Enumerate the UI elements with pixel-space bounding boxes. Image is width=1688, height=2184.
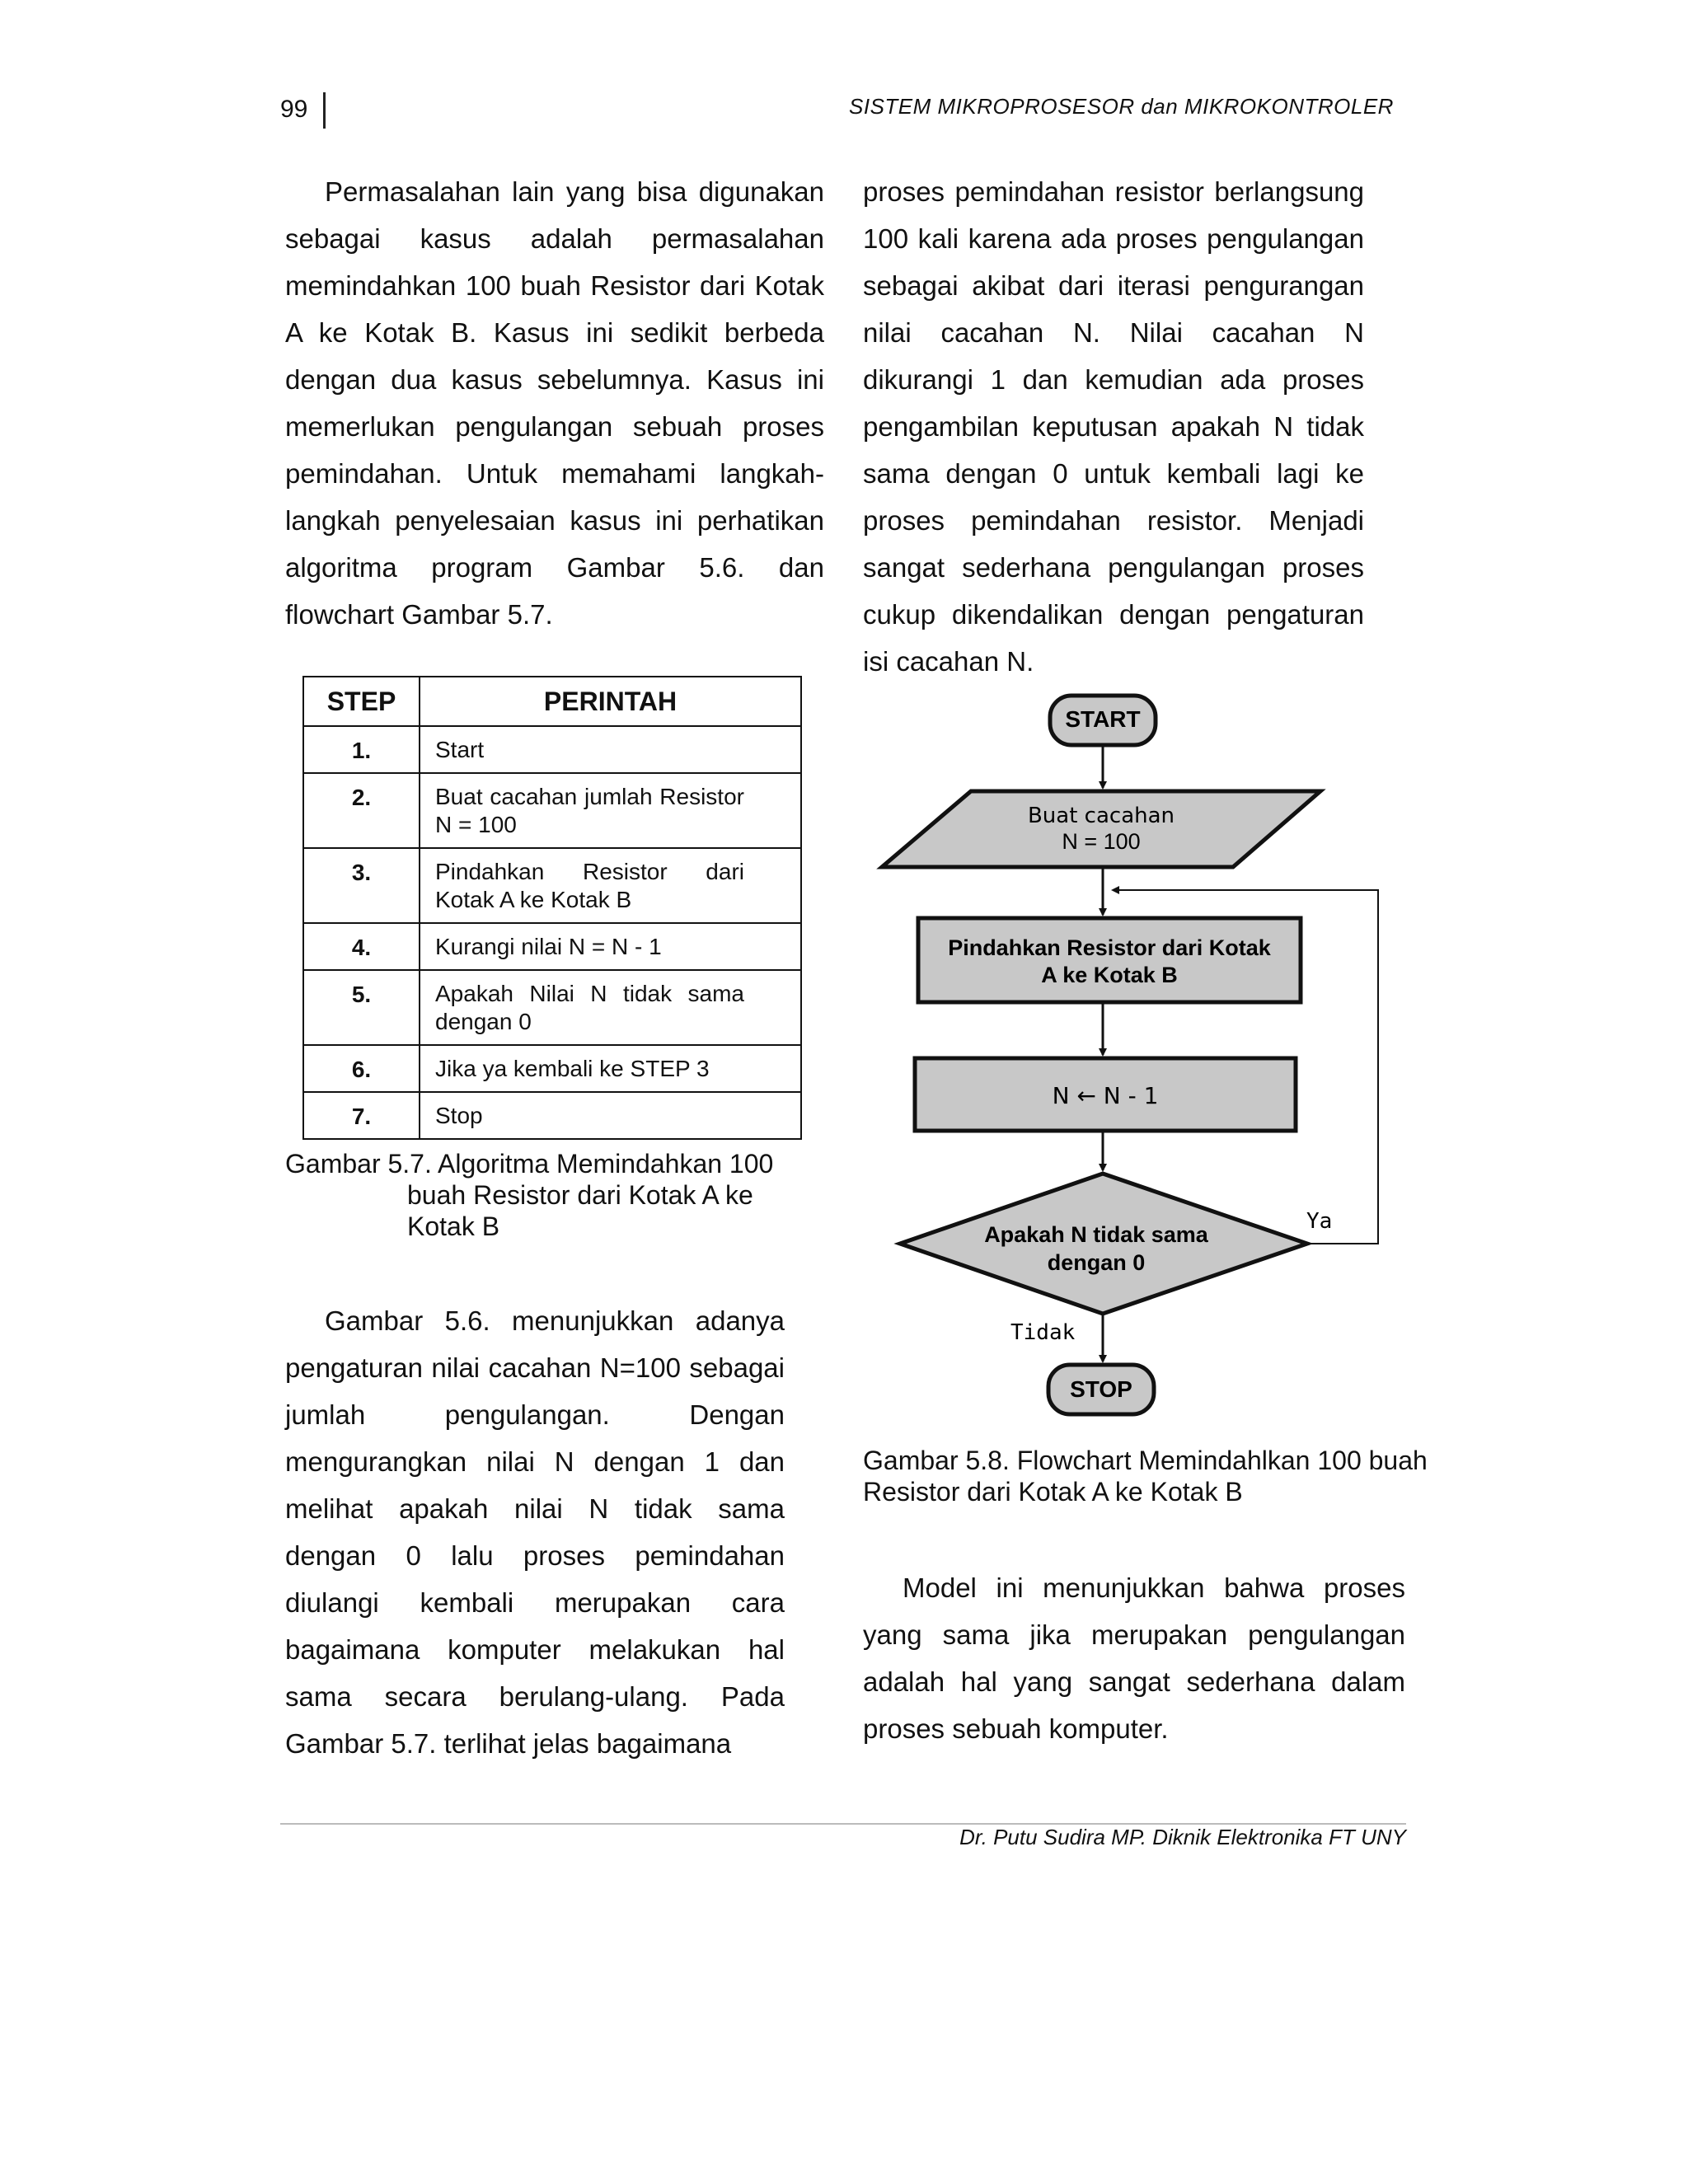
table-header-step: STEP	[303, 677, 420, 726]
figure-5-7-caption	[285, 1148, 813, 1242]
table-cell-step: 4.	[303, 923, 420, 970]
table-row	[303, 773, 801, 848]
process-label-line2: A ke Kotak B	[1041, 963, 1178, 987]
table-cell-command: Kurangi nilai N = N - 1	[420, 923, 801, 970]
table-cell-command: Start	[420, 726, 801, 773]
footer-author: Dr. Putu Sudira MP. Diknik Elektronika FT UNY	[959, 1825, 1406, 1849]
table-row	[303, 1092, 801, 1139]
decision-label-line1: Apakah N tidak sama	[984, 1222, 1208, 1247]
table-header-row	[303, 677, 801, 726]
start-label: START	[1065, 706, 1141, 732]
flowchart-decrement	[915, 1058, 1296, 1131]
table-row	[303, 1045, 801, 1092]
no-label: Tidak	[1010, 1320, 1076, 1345]
flowchart-init	[882, 791, 1320, 867]
figure-5-7-caption-rest: buah Resistor dari Kotak A ke Kotak B	[407, 1180, 753, 1241]
algorithm-table	[302, 676, 802, 1140]
flowchart-stop	[1048, 1365, 1154, 1414]
left-paragraph-2: Gambar 5.6. menunjukkan adanya pengaturan nilai cacahan N=100 sebagai jumlah pengulangan. Dengan mengurangkan nilai N dengan 1 dan melihat apakah nilai N tidak sama dengan 0 lalu proses pemindahan diulangi kembali merupakan cara bagaimana komputer melakukan hal sama secara berulang-ulang. Pada Gambar 5.7. terlihat jelas bagaimana	[285, 1305, 785, 1759]
stop-label: STOP	[1070, 1376, 1132, 1402]
process-box-shape	[918, 918, 1301, 1002]
init-label-line2: N = 100	[1062, 829, 1141, 854]
flowchart-process	[918, 918, 1301, 1002]
table-cell-command: Apakah Nilai N tidak sama dengan 0	[420, 970, 801, 1045]
decrement-label: N ← N - 1	[1052, 1082, 1159, 1109]
table-cell-step: 6.	[303, 1045, 420, 1092]
decision-label-line2: dengan 0	[1047, 1250, 1146, 1275]
table-row	[303, 970, 801, 1045]
left-paragraph-1: Permasalahan lain yang bisa digunakan sebagai kasus adalah permasalahan memindahkan 100 buah Resistor dari Kotak A ke Kotak B. Kasus ini sedikit berbeda dengan dua kasus sebelumnya. Kasus ini memerlukan pengulangan sebuah proses pemindahan. Untuk memahami langkah-langkah penyelesaian kasus ini perhatikan algoritma program Gambar 5.6. dan flowchart Gambar 5.7.	[285, 176, 824, 630]
table-cell-step: 2.	[303, 773, 420, 848]
table-row	[303, 923, 801, 970]
table-cell-command: Jika ya kembali ke STEP 3	[420, 1045, 801, 1092]
table-header-command: PERINTAH	[420, 677, 801, 726]
table-row	[303, 726, 801, 773]
table-row	[303, 848, 801, 923]
page-number: 99	[280, 96, 308, 123]
init-label-line1: Buat cacahan	[1027, 804, 1175, 828]
table-cell-command: Pindahkan Resistor dari Kotak A ke Kotak B	[420, 848, 801, 923]
table-cell-step: 1.	[303, 726, 420, 773]
table-cell-step: 3.	[303, 848, 420, 923]
process-label-line1: Pindahkan Resistor dari Kotak	[948, 935, 1271, 960]
figure-5-7-caption-first-line: Gambar 5.7. Algoritma Memindahkan 100	[285, 1149, 774, 1179]
table-cell-step: 5.	[303, 970, 420, 1045]
figure-5-8-caption: Gambar 5.8. Flowchart Memindahlkan 100 buah Resistor dari Kotak A ke Kotak B	[863, 1446, 1428, 1507]
right-paragraph-2: Model ini menunjukkan bahwa proses yang sama jika merupakan pengulangan adalah hal yang sangat sederhana dalam proses sebuah komputer.	[863, 1572, 1405, 1744]
right-paragraph-1: proses pemindahan resistor berlangsung 100 kali karena ada proses pengulangan sebagai akibat dari iterasi pengurangan nilai cacahan N. Nilai cacahan N dikurangi 1 dan kemudian ada proses pengambilan keputusan apakah N tidak sama dengan 0 untuk kembali lagi ke proses pemindahan resistor. Menjadi sangat sederhana pengulangan proses cukup dikendalikan dengan pengaturan isi cacahan N.	[863, 176, 1364, 677]
flowchart-decision	[900, 1174, 1307, 1314]
table-cell-step: 7.	[303, 1092, 420, 1139]
table-cell-command: Stop	[420, 1092, 801, 1139]
flowchart-start	[1050, 696, 1156, 745]
table-cell-command: Buat cacahan jumlah Resistor N = 100	[420, 773, 801, 848]
header-divider	[323, 92, 326, 129]
yes-label: Ya	[1306, 1209, 1333, 1234]
running-header-title: SISTEM MIKROPROSESOR dan MIKROKONTROLER	[849, 94, 1394, 119]
flowchart	[857, 684, 1401, 1434]
